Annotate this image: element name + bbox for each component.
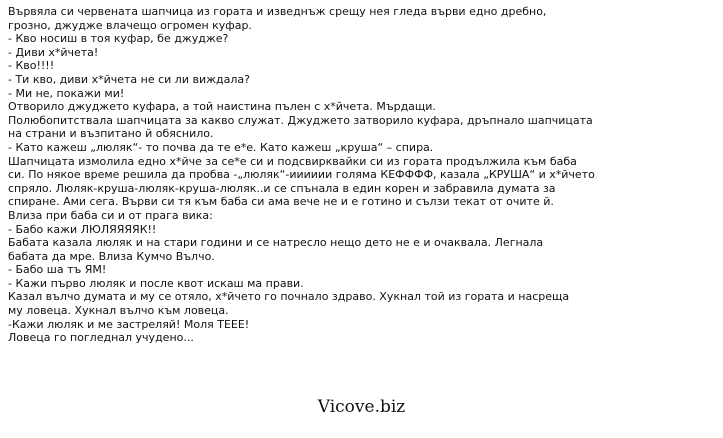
- text-line: Ловеца го погледнал учудено...: [8, 331, 194, 345]
- text-line: на страни и възпитано й обяснило.: [8, 127, 214, 141]
- text-line: Шапчицата измолила едно х*йче за се*е си и подсвирквайки си из гората продължила към баба: [8, 154, 577, 168]
- text-line: - Като кажеш „люляк“- то почва да те е*е. Като кажеш „круша“ – спира.: [8, 140, 434, 154]
- text-line: му ловеца. Хукнал вълчо към ловеца.: [8, 304, 229, 318]
- text-line: - Диви х*йчета!: [8, 45, 99, 59]
- text-line: Вървяла си червената шапчица из гората и изведнъж срещу нея гледа върви едно дребно,: [8, 5, 547, 18]
- site-watermark: Vicove.biz: [317, 397, 406, 417]
- text-line: Влиза при баба си и от прага вика:: [8, 208, 213, 222]
- text-line: Полюбопитствала шапчицата за какво служат. Джуджето затворило куфара, дръпнало шапчицата: [8, 113, 593, 127]
- text-line: спиране. Ами сега. Върви си тя към баба си ама вече не и е готино и сълзи текат от очите й.: [8, 195, 554, 209]
- text-line: грозно, джудже влачещо огромен куфар.: [8, 18, 252, 32]
- text-line: бабата да мре. Влиза Кумчо Вълчо.: [8, 249, 215, 263]
- text-line: спряло. Люляк-круша-люляк-круша-люляк..и се спънала в един корен и забравила думата за: [8, 181, 556, 195]
- text-line: -Кажи люляк и ме застреляй! Моля ТЕЕЕ!: [8, 317, 250, 331]
- text-line: - Кво носиш в тоя куфар, бе джудже?: [8, 32, 229, 46]
- text-line: Казал вълчо думата и му се отяло, х*йчето го почнало здраво. Хукнал той из гората и насреща: [8, 290, 570, 304]
- text-line: - Бабо ша тъ ЯМ!: [8, 263, 107, 277]
- text-line: - Бабо кажи ЛЮЛЯЯЯЯК!!: [8, 222, 157, 236]
- text-line: си. По някое време решила да пробва -„люляк“-ииииии голяма КЕФФФФ, казала „КРУША“ и х*йчето: [8, 168, 595, 182]
- text-line: Отворило джуджето куфара, а той наистина пълен с х*йчета. Мърдащи.: [8, 100, 436, 114]
- text-line: Бабата казала люляк и на стари години и се натресло нещо дето не е и очаквала. Легнала: [8, 236, 544, 250]
- text-line: - Кажи първо люляк и после квот искаш ма прави.: [8, 276, 304, 290]
- text-line: - Ми не, покажи ми!: [8, 86, 125, 100]
- text-line: - Ти кво, диви х*йчета не си ли виждала?: [8, 72, 250, 86]
- joke-text: [8, 5, 713, 345]
- text-line: - Кво!!!!: [8, 59, 55, 73]
